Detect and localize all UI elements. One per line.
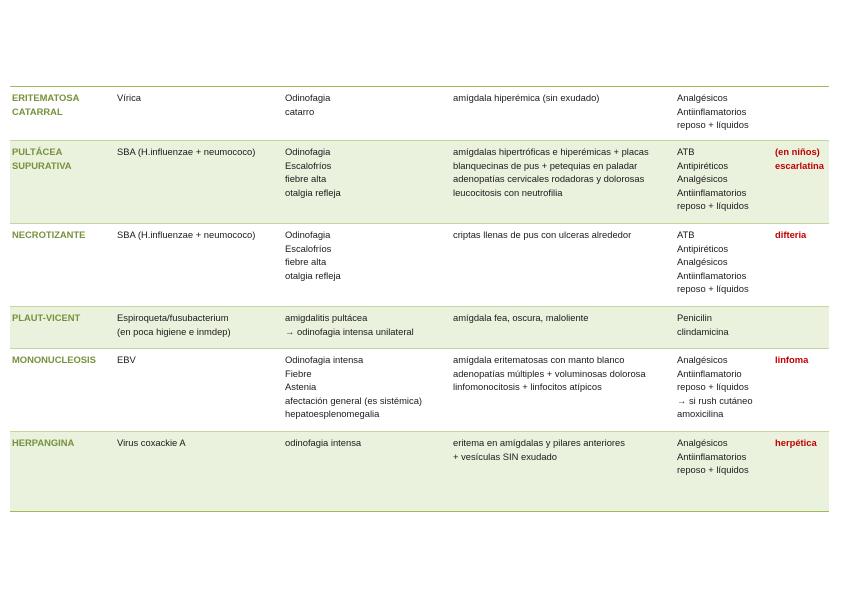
cell-line: herpética [775, 437, 817, 448]
treatment-cell [677, 228, 749, 296]
cell-line: reposo + líquidos [677, 283, 749, 295]
table-row [10, 349, 829, 432]
symptoms-cell [285, 436, 361, 450]
cell-line: Analgésicos [677, 173, 728, 185]
etiology-cell [117, 228, 255, 242]
cell-line: blanquecinas de pus + petequias en paladar [453, 159, 638, 171]
pharyngitis-table [10, 86, 829, 512]
cell-line: difteria [775, 229, 807, 240]
cell-line: SBA (H.influenzae + neumococo) [117, 229, 256, 240]
etiology-cell [117, 91, 141, 105]
note-cell [775, 228, 806, 242]
cell-line: (en niños) [775, 146, 820, 157]
cell-line: amígdala hiperémica (sin exudado) [453, 92, 600, 103]
treatment-cell [677, 145, 749, 213]
cell-line: amoxicilina [677, 408, 724, 420]
cell-line: Antiinflamatorios [677, 105, 747, 117]
etiology-cell [117, 311, 231, 338]
symptoms-cell [285, 91, 330, 118]
cell-line: ATB [677, 146, 695, 157]
symptoms-cell [285, 145, 341, 199]
cell-line: Antiinflamatorios [677, 450, 747, 462]
cell-line: Antiinflamatorios [677, 186, 747, 198]
cell-line: reposo + líquidos [677, 200, 749, 212]
cell-line: linfomonocitosis + linfocitos atípicos [453, 381, 602, 393]
findings-cell [453, 353, 646, 394]
findings-cell [453, 145, 649, 199]
note-cell [775, 436, 817, 450]
cell-line: Odinofagia intensa [285, 354, 364, 365]
cell-line: clindamicina [677, 325, 729, 337]
cell-line: criptas llenas de pus con ulceras alrededor [453, 229, 632, 240]
cell-line: amígdala eritematosas con manto blanco [453, 354, 625, 365]
cell-line: → si rush cutáneo [677, 394, 753, 406]
table-row [10, 87, 829, 141]
findings-cell [453, 228, 631, 242]
table-row [10, 432, 829, 511]
cell-line: amigdalitis pultácea [285, 312, 368, 323]
cell-line: Odinofagia [285, 146, 331, 157]
cell-line: fiebre alta [285, 173, 327, 185]
cell-line: otalgia refleja [285, 269, 341, 281]
treatment-cell [677, 311, 729, 338]
symptoms-cell [285, 353, 422, 421]
findings-cell [453, 436, 625, 463]
cell-line: amígdalas hipertróficas e hiperémicas + placas [453, 146, 649, 157]
cell-line: afectación general (es sistémica) [285, 394, 423, 406]
treatment-cell [677, 353, 753, 421]
cell-line: otalgia refleja [285, 186, 341, 198]
findings-cell [453, 311, 589, 325]
cell-line: Virus coxackie A [117, 437, 186, 448]
cell-line: fiebre alta [285, 256, 327, 268]
cell-line: Espiroqueta/fusubacterium [117, 312, 229, 323]
cell-line: ATB [677, 229, 695, 240]
cell-line: Analgésicos [677, 437, 728, 448]
cell-line: leucocitosis con neutrofilia [453, 186, 563, 198]
cell-line: + vesículas SIN exudado [453, 450, 557, 462]
cell-line: Vírica [117, 92, 141, 103]
etiology-cell [117, 353, 136, 367]
note-cell [775, 353, 808, 367]
symptoms-cell [285, 311, 414, 338]
cell-line: EBV [117, 354, 136, 365]
cell-line: Analgésicos [677, 92, 728, 103]
cell-line: hepatoesplenomegalia [285, 408, 380, 420]
cell-line: Escalofríos [285, 159, 332, 171]
cell-line: reposo + líquidos [677, 464, 749, 476]
note-cell [775, 145, 824, 172]
cell-line: amígdala fea, oscura, maloliente [453, 312, 589, 323]
cell-line: Fiebre [285, 367, 312, 379]
cell-line: eritema en amígdalas y pilares anteriores [453, 437, 625, 448]
cell-line: Antiinflamatorios [677, 269, 747, 281]
etiology-cell [117, 436, 186, 450]
row-name: PULTÁCEA SUPURATIVA [12, 146, 72, 171]
etiology-cell [117, 145, 255, 159]
cell-line: Analgésicos [677, 354, 728, 365]
treatment-cell [677, 91, 749, 132]
cell-line: Antipiréticos [677, 242, 729, 254]
row-name: PLAUT-VICENT [12, 312, 81, 323]
cell-line: adenopatías múltiples + voluminosas dolorosa [453, 367, 646, 379]
cell-line: Odinofagia [285, 229, 331, 240]
table-row [10, 141, 829, 224]
cell-line: SBA (H.influenzae + neumococo) [117, 146, 256, 157]
row-name: HERPANGINA [12, 437, 75, 448]
cell-line: reposo + líquidos [677, 381, 749, 393]
table-row [10, 307, 829, 349]
cell-line: escarlatina [775, 159, 824, 171]
row-name: ERITEMATOSA CATARRAL [12, 92, 80, 117]
cell-line: → odinofagia intensa unilateral [285, 325, 414, 337]
cell-line: Analgésicos [677, 256, 728, 268]
row-name: NECROTIZANTE [12, 229, 86, 240]
cell-line: odinofagia intensa [285, 437, 362, 448]
cell-line: Escalofríos [285, 242, 332, 254]
findings-cell [453, 91, 599, 105]
treatment-cell [677, 436, 749, 477]
cell-line: Antipiréticos [677, 159, 729, 171]
row-name: MONONUCLEOSIS [12, 354, 96, 365]
cell-line: Penicilin [677, 312, 712, 323]
cell-line: adenopatías cervicales rodadoras y dolorosas [453, 173, 645, 185]
cell-line: Astenia [285, 381, 317, 393]
cell-line: linfoma [775, 354, 809, 365]
cell-line: reposo + líquidos [677, 119, 749, 131]
table-row [10, 224, 829, 307]
cell-line: Odinofagia [285, 92, 331, 103]
symptoms-cell [285, 228, 341, 282]
cell-line: (en poca higiene e inmdep) [117, 325, 231, 337]
cell-line: Antiinflamatorio [677, 367, 742, 379]
cell-line: catarro [285, 105, 315, 117]
